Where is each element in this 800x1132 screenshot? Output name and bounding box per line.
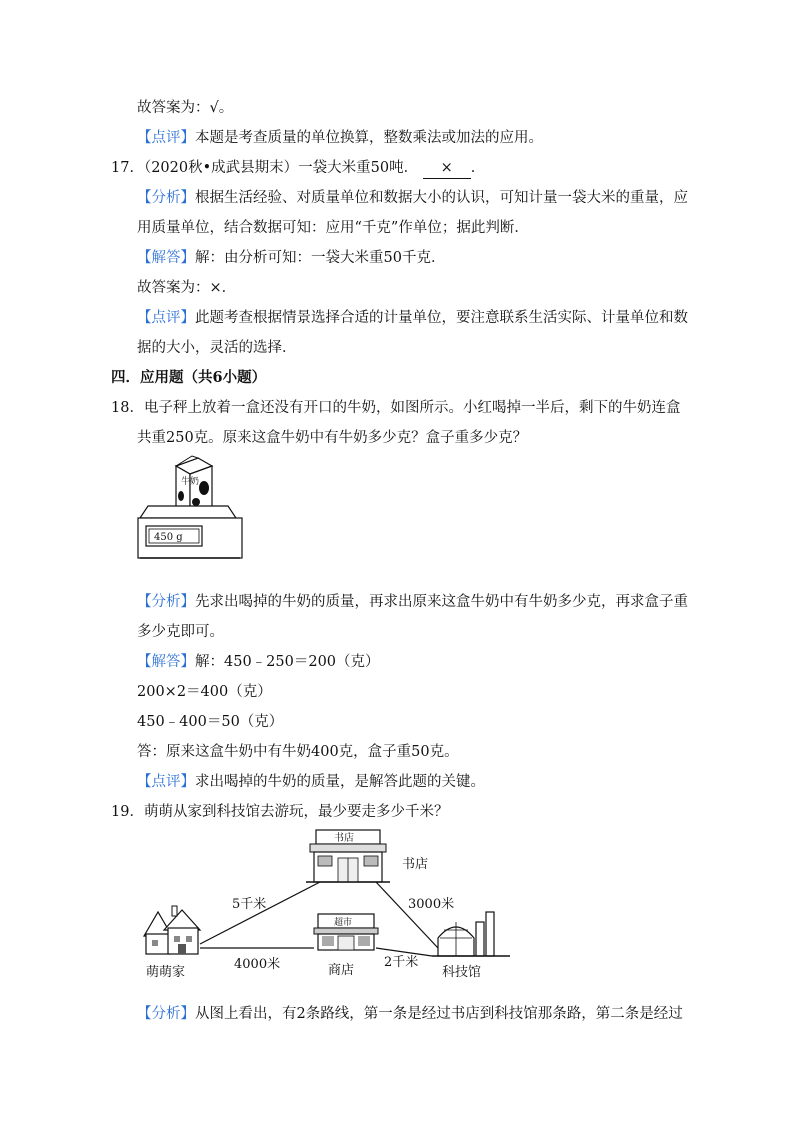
distance-home-shop: 4000米 [234,957,281,972]
distance-shop-museum: 2千米 [384,955,419,970]
shop-sign: 超市 [334,918,353,928]
milk-carton-icon [176,456,212,514]
bookstore-label: 书店 [402,857,429,872]
analysis-tag: 【分析】 [137,1006,195,1022]
section-heading: 四．应用题（共6小题） [111,369,267,386]
analysis-line: 【分析】从图上看出，有2条路线，第一条是经过书店到科技馆那条路，第二条是经过 [137,1006,683,1022]
solution-step: 200×2＝400（克） [137,684,272,700]
question-17: 17．（2020秋•成武县期末）一袋大米重50吨． × ． [111,158,485,179]
scale-icon [138,506,242,558]
map-figure [138,826,528,996]
question-18: 18．电子秤上放着一盒还没有开口的牛奶，如图所示。小红喝掉一半后，剩下的牛奶连盒 [111,400,681,416]
analysis-tag: 【分析】 [137,594,195,610]
answer-blank: × [423,158,471,179]
comment-tag: 【点评】 [137,130,195,146]
bookstore-sign: 书店 [334,833,354,844]
comment-line: 【点评】此题考查根据情景选择合适的计量单位，要注意联系生活实际、计量单位和数 [137,310,688,326]
comment-line-2: 据的大小，灵活的选择． [137,340,297,356]
answer-line: 故答案为：√。 [137,100,234,116]
house-icon [144,906,200,954]
shop-icon [314,914,378,950]
question-18-line-2: 共重250克。原来这盒牛奶中有牛奶多少克？盒子重多少克？ [137,430,528,446]
comment-line: 【点评】本题是考查质量的单位换算，整数乘法或加法的应用。 [137,130,543,146]
solution-tag: 【解答】 [137,654,195,670]
answer-line: 故答案为：×． [137,280,237,296]
solution-tag: 【解答】 [137,250,195,266]
museum-label: 科技馆 [442,965,482,980]
analysis-line: 【分析】先求出喝掉的牛奶的质量，再求出原来这盒牛奶中有牛奶多少克，再求盒子重 [137,594,688,610]
shop-label: 商店 [328,963,355,978]
solution-step: 450﹣400＝50（克） [137,714,284,730]
analysis-line-2: 多少克即可。 [137,624,224,640]
distance-bookstore-museum: 3000米 [408,897,455,912]
distance-home-bookstore: 5千米 [232,897,267,912]
analysis-line-2: 用质量单位，结合数据可知：应用“千克”作单位；据此判断． [137,220,529,236]
solution-line: 【解答】解：由分析可知：一袋大米重50千克． [137,250,446,266]
analysis-line: 【分析】根据生活经验、对质量单位和数据大小的认识，可知计量一袋大米的重量，应 [137,190,688,206]
scale-figure [136,452,246,564]
answer-line: 答：原来这盒牛奶中有牛奶400克，盒子重50克。 [137,744,459,760]
comment-tag: 【点评】 [137,774,195,790]
comment-tag: 【点评】 [137,310,195,326]
solution-line: 【解答】解：450﹣250＝200（克） [137,654,380,670]
carton-label: 牛奶 [181,477,200,487]
museum-icon [432,912,510,956]
question-19: 19．萌萌从家到科技馆去游玩，最少要走多少千米？ [111,804,449,820]
comment-line: 【点评】求出喝掉的牛奶的质量，是解答此题的关键。 [137,774,485,790]
analysis-tag: 【分析】 [137,190,195,206]
home-label: 萌萌家 [146,965,186,980]
bookstore-icon [306,830,390,882]
scale-display: 450 g [154,532,183,543]
